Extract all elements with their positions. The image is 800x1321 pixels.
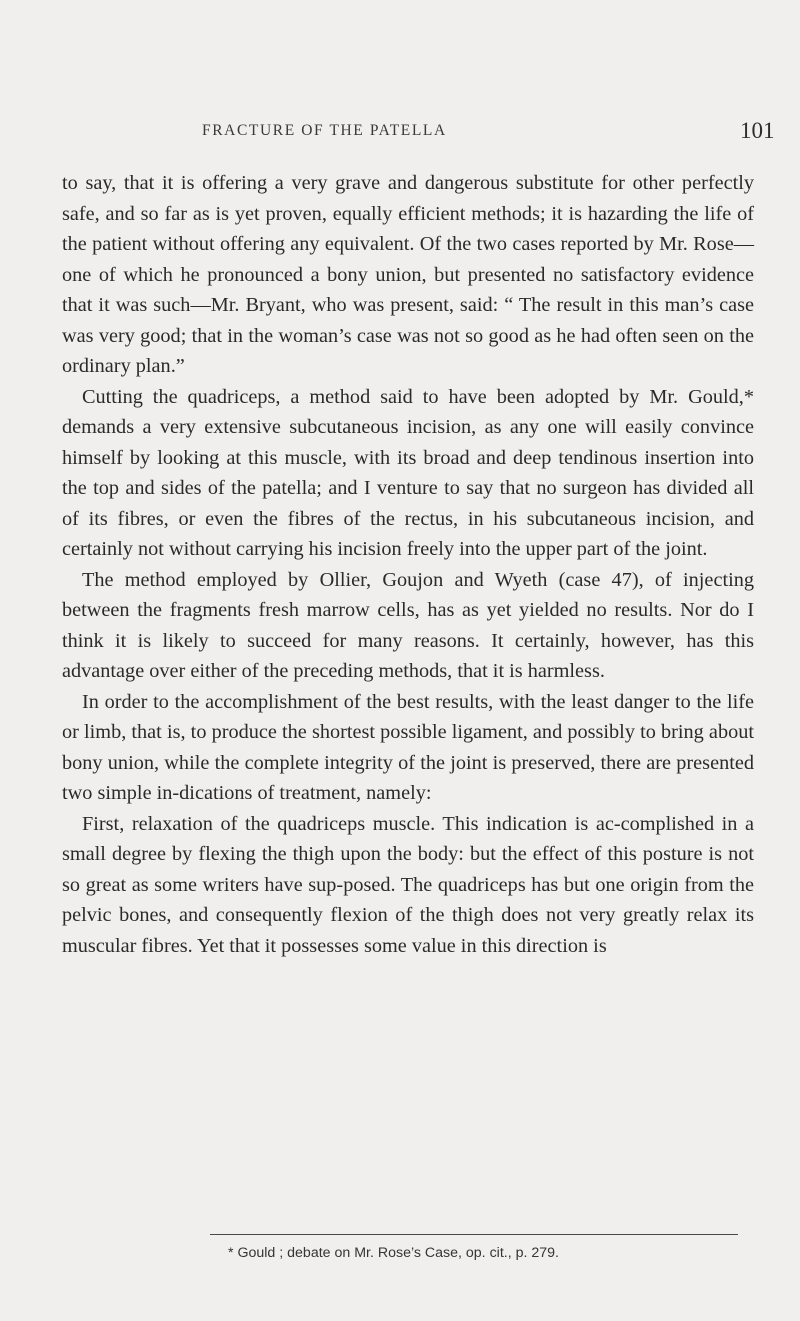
page-number: 101 bbox=[740, 118, 775, 143]
running-title: FRACTURE OF THE PATELLA bbox=[202, 122, 447, 139]
body-text bbox=[62, 168, 754, 961]
paragraph-indications: In order to the accomplishment of the best results, with the least danger to the life or limb, that is, to produce the shortest possible ligament, and possibly to bring about bony union, while the complete integrity of the joint is preserved, there are presented two simple in-dications of treatment, namely: bbox=[62, 690, 754, 804]
paragraph-continuation: to say, that it is offering a very grave and dangerous substitute for other perfectly safe, and so far as is yet proven, equally efficient methods; it is hazarding the life of the patient without offering any equivalent. Of the two cases reported by Mr. Rose—one of which he pronounced a bony union, but presented no satisfactory evidence that it was such—Mr. Bryant, who was present, said: “ The result in this man’s case was very good; that in the woman’s case was not so good as he had often seen on the ordinary plan.” bbox=[62, 172, 754, 377]
paragraph-relaxation: First, relaxation of the quadriceps muscle. This indication is ac-complished in a small degree by flexing the thigh upon the body: but the effect of this posture is not so great as some writers have sup-posed. The quadriceps has but one origin from the pelvic bones, and consequently flexion of the thigh does not very greatly relax its muscular fibres. Yet that it possesses some value in this direction is bbox=[62, 812, 754, 957]
footnote-divider bbox=[210, 1234, 738, 1235]
paragraph-marrow-method: The method employed by Ollier, Goujon and Wyeth (case 47), of injecting between the fragments fresh marrow cells, has as yet yielded no results. Nor do I think it is likely to succeed for many reasons. It certainly, however, has this advantage over either of the preceding methods, that it is harmless. bbox=[62, 568, 754, 682]
paragraph-cutting-quadriceps: Cutting the quadriceps, a method said to have been adopted by Mr. Gould,* demands a very extensive subcutaneous incision, as any one will easily convince himself by looking at this muscle, with its broad and deep tendinous insertion into the top and sides of the patella; and I venture to say that no surgeon has divided all of its fibres, or even the fibres of the rectus, in his subcutaneous incision, and certainly not without carrying his incision freely into the upper part of the joint. bbox=[62, 385, 754, 560]
footnote: * Gould ; debate on Mr. Rose’s Case, op. cit., p. 279. bbox=[228, 1245, 559, 1261]
running-head bbox=[0, 118, 800, 148]
